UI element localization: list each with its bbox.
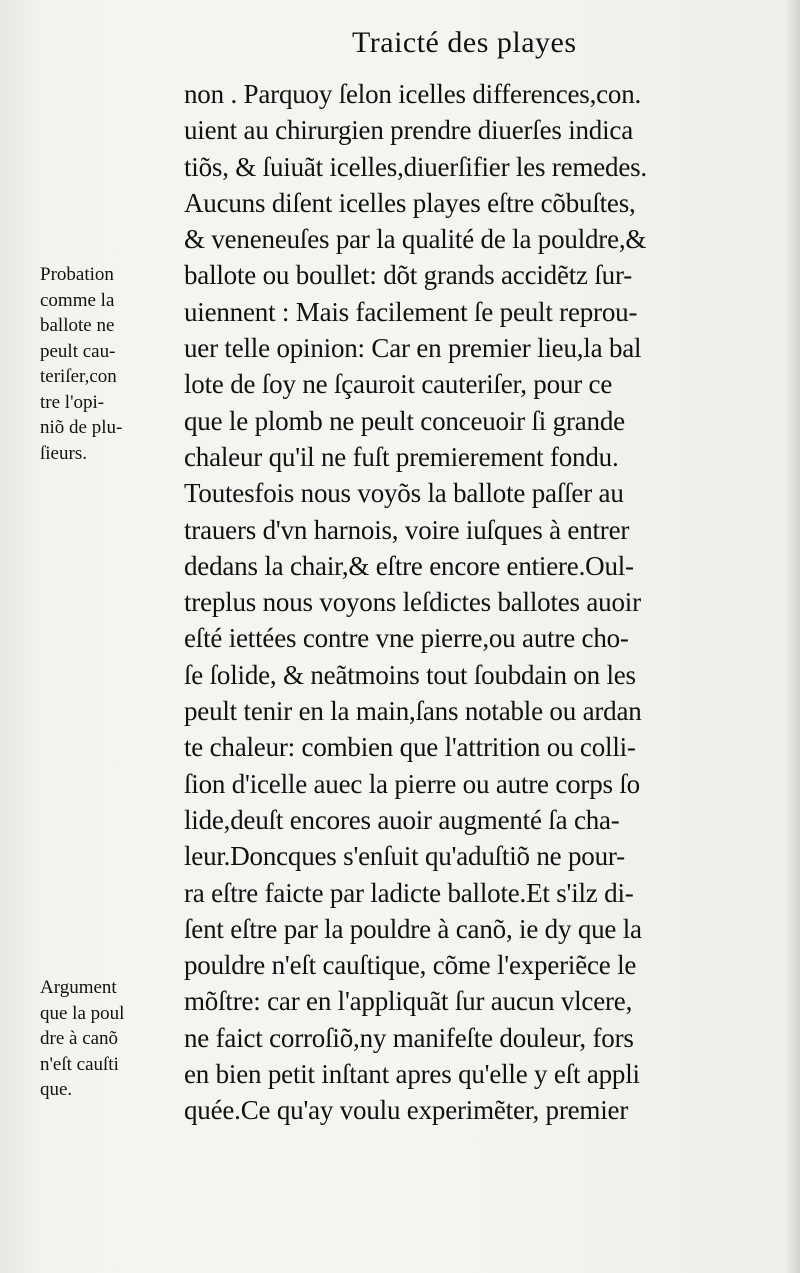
margin-note-line: que la poul (40, 1002, 125, 1024)
margin-note-line: niõ de plu- (40, 417, 123, 438)
margin-note-line: peult cau- (40, 340, 116, 362)
margin-note-line: dre à canõ (40, 1028, 119, 1049)
margin-note-line: ballote ne (40, 315, 115, 336)
text-line: dedans la chair,& eſtre encore entiere.Oul- (184, 550, 634, 581)
text-line: en bien petit inſtant apres qu'elle y eſt appli (184, 1059, 640, 1090)
margin-note-line: tre l'opi- (40, 391, 105, 413)
text-line: uiennent : Mais facilement ſe peult reprou- (184, 296, 638, 327)
text-line: que le plomb ne peult conceuoir ſi grande (184, 405, 625, 436)
margin-note-line: n'eſt cauſti (40, 1053, 119, 1075)
text-line: peult tenir en la main,ſans notable ou ardan (184, 696, 642, 727)
text-line: Aucuns diſent icelles playes eſtre cõbuſtes, (184, 187, 636, 218)
text-line: ſion d'icelle auec la pierre ou autre corps ſo (184, 768, 640, 799)
running-head: Traicté des playes (352, 26, 577, 59)
text-line: pouldre n'eſt cauſtique, cõme l'experiẽce le (184, 950, 637, 981)
text-line: lote de ſoy ne ſçauroit cauteriſer, pour ce (184, 369, 613, 400)
margin-note-line: comme la (40, 289, 115, 311)
text-line: trauers d'vn harnois, voire iuſques à entrer (184, 514, 630, 545)
text-line: lide,deuſt encores auoir augmenté ſa cha- (184, 804, 620, 835)
text-line: tiõs, & ſuiuãt icelles,diuerſifier les remedes. (184, 151, 647, 182)
margin-note-line: Probation (40, 264, 114, 285)
margin-note-argument (40, 975, 180, 1103)
text-line: quée.Ce qu'ay voulu experimẽter, premier (184, 1095, 629, 1126)
text-line: ra eſtre faicte par ladicte ballote.Et s'ilz di- (184, 877, 634, 908)
text-line: Toutesfois nous voyõs la ballote paſſer au (184, 478, 624, 509)
margin-note-probation (40, 262, 180, 466)
text-line: uient au chirurgien prendre diuerſes indica (184, 115, 633, 146)
text-line: non . Parquoy ſelon icelles differences,con. (184, 79, 642, 109)
body-text (184, 76, 774, 1129)
page-edge-shadow (786, 0, 800, 1273)
text-line: ballote ou boullet: dõt grands accidẽtz ſur- (184, 260, 633, 291)
text-line: ſe ſolide, & neãtmoins tout ſoubdain on les (184, 659, 636, 690)
margin-note-line: que. (40, 1079, 73, 1100)
text-line: mõſtre: car en l'appliquãt ſur aucun vlcere, (184, 986, 633, 1017)
text-line: uer telle opinion: Car en premier lieu,la bal (184, 333, 642, 364)
margin-note-line: Argument (40, 977, 117, 998)
margin-note-line: teriſer,con (40, 366, 117, 387)
text-line: eſté iettées contre vne pierre,ou autre cho- (184, 623, 629, 654)
margin-note-line: ſieurs. (40, 442, 87, 464)
text-line: te chaleur: combien que l'attrition ou colli- (184, 732, 636, 763)
text-line: ſent eſtre par la pouldre à canõ, ie dy que la (184, 913, 642, 944)
text-line: leur.Doncques s'enſuit qu'aduſtiõ ne pour- (184, 841, 625, 872)
text-line: treplus nous voyons leſdictes ballotes auoir (184, 587, 641, 618)
text-line: ne faict corroſiõ,ny manifeſte douleur, fors (184, 1022, 634, 1053)
text-line: chaleur qu'il ne fuſt premierement fondu. (184, 441, 619, 472)
text-line: & veneneuſes par la qualité de la pouldre,& (184, 224, 647, 255)
